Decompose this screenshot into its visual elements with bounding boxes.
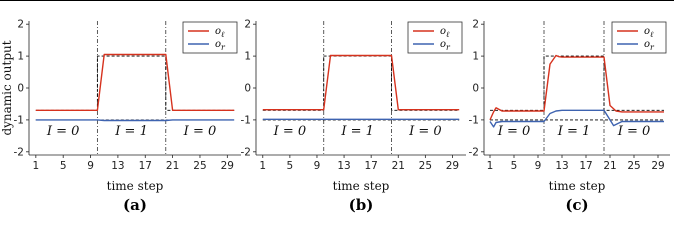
x-tick-label: 1: [259, 160, 267, 172]
x-tick-label: 13: [111, 160, 125, 172]
y-tick-label: 0: [472, 82, 479, 95]
legend-box: [612, 22, 666, 53]
y-tick-label: -2: [13, 146, 24, 159]
region-label: I = 1: [557, 124, 591, 140]
legend-entry: $o_\ell$: [440, 26, 450, 39]
target-line: [36, 56, 234, 110]
legend-box: [183, 22, 237, 53]
series-line-o-l: [263, 56, 459, 110]
x-tick-label: 29: [220, 160, 235, 172]
x-tick-label: 5: [59, 160, 67, 172]
legend-entry: $o_\ell$: [644, 26, 654, 39]
y-tick-label: 0: [244, 82, 251, 95]
x-tick-label: 21: [391, 160, 405, 172]
legend-entry: $o_\ell$: [215, 26, 225, 39]
x-tick-label: 25: [418, 160, 433, 172]
target-line: [263, 56, 459, 110]
y-tick-label: -1: [13, 114, 24, 127]
series-line-o-r: [36, 120, 234, 121]
y-axis-label: dynamic output: [0, 40, 14, 136]
x-tick-label: 1: [32, 160, 40, 172]
x-tick-label: 1: [486, 160, 494, 172]
legend-entry: $o_r$: [215, 39, 225, 52]
region-label: I = 0: [46, 124, 80, 140]
chart-panel-2: [241, 19, 466, 214]
y-tick-label: -2: [240, 146, 251, 159]
series-line-o-l: [36, 55, 234, 111]
y-tick-label: -1: [468, 114, 479, 127]
x-tick-label: 21: [165, 160, 180, 172]
y-tick-label: 1: [244, 50, 251, 63]
region-label: I = 0: [409, 124, 442, 140]
legend-box: [408, 22, 462, 53]
x-tick-label: 13: [555, 160, 569, 172]
region-label: I = 1: [115, 124, 148, 140]
panel-label: (a): [123, 196, 147, 214]
x-tick-label: 9: [87, 160, 94, 172]
x-tick-label: 17: [579, 160, 593, 172]
x-tick-label: 29: [651, 160, 665, 172]
region-label: I = 0: [497, 124, 531, 140]
x-tick-label: 9: [313, 160, 321, 172]
x-tick-label: 17: [138, 160, 152, 172]
x-tick-label: 13: [337, 160, 351, 172]
target-line: [490, 56, 664, 110]
y-tick-label: 1: [17, 50, 24, 63]
chart-panel-1: [0, 19, 241, 214]
x-axis-label: time step: [548, 179, 606, 193]
chart-panel-3: [469, 19, 670, 214]
y-tick-label: -2: [468, 146, 479, 159]
region-label: I = 1: [341, 124, 374, 140]
x-axis-label: time step: [106, 179, 164, 193]
region-label: I = 0: [617, 124, 651, 140]
legend-entry: $o_r$: [644, 39, 654, 52]
x-tick-label: 17: [364, 160, 378, 172]
region-label: I = 0: [273, 124, 307, 140]
y-tick-label: 0: [17, 82, 24, 95]
y-tick-label: 2: [17, 18, 24, 31]
x-tick-label: 29: [445, 160, 460, 172]
x-tick-label: 21: [603, 160, 617, 172]
y-tick-label: 1: [472, 50, 479, 63]
panel-label: (c): [565, 196, 589, 214]
y-tick-label: -1: [240, 114, 251, 127]
panel-label: (b): [348, 196, 374, 214]
y-tick-label: 2: [472, 18, 479, 31]
x-tick-label: 5: [510, 160, 518, 172]
legend-entry: $o_r$: [440, 39, 450, 52]
x-tick-label: 25: [193, 160, 207, 172]
y-tick-label: 2: [244, 18, 251, 31]
x-tick-label: 9: [534, 160, 542, 172]
region-label: I = 0: [183, 124, 217, 140]
x-tick-label: 25: [627, 160, 641, 172]
x-axis-label: time step: [332, 179, 390, 193]
x-tick-label: 5: [286, 160, 294, 172]
